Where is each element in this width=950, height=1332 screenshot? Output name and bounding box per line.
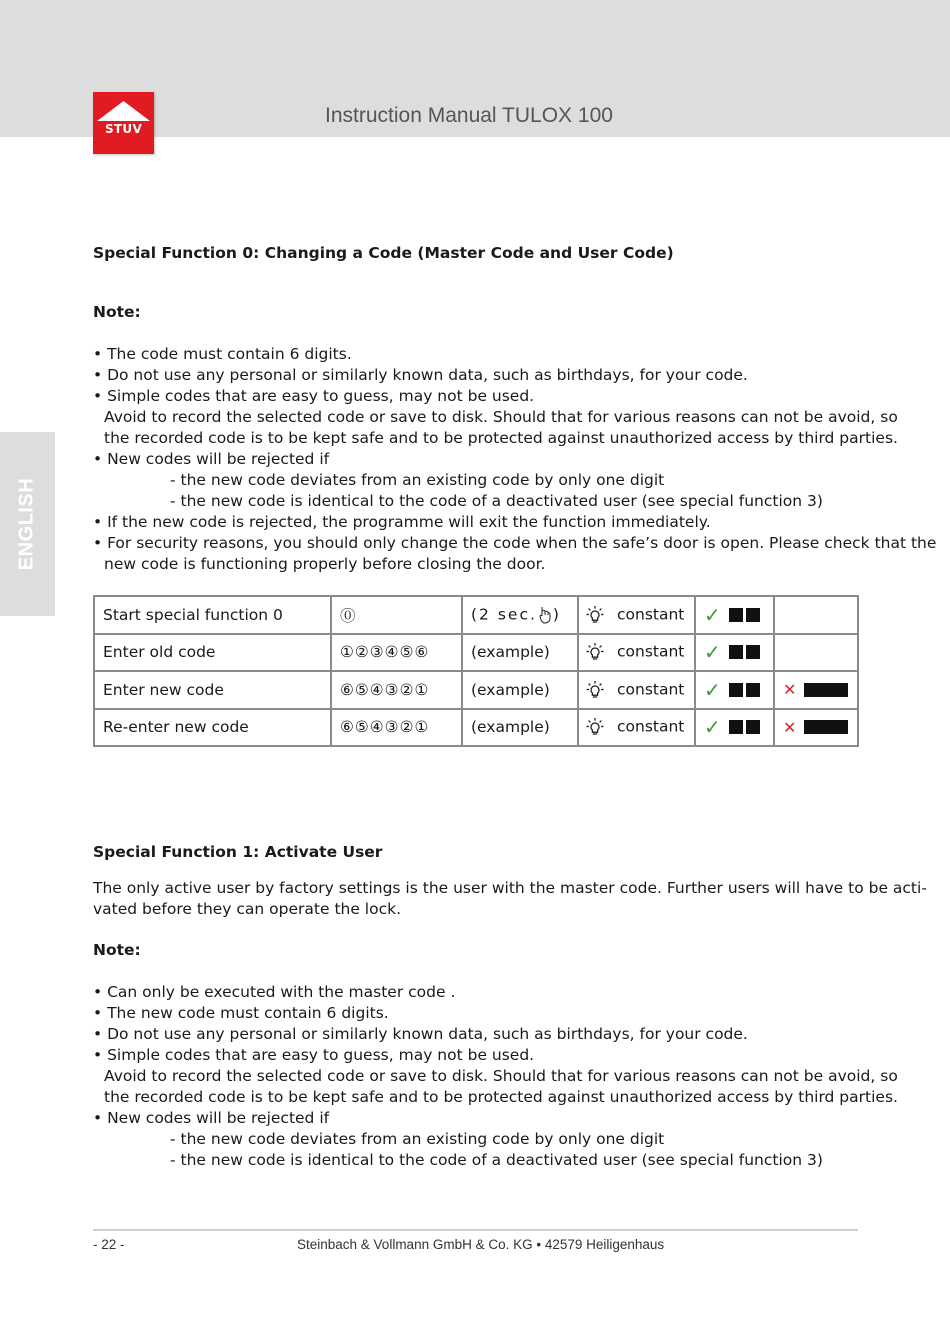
intro-line: vated before they can operate the lock. [93, 900, 402, 918]
table-row [94, 634, 858, 672]
section-1-heading: Special Function 1: Activate User [93, 843, 383, 861]
step-ok-signal [695, 634, 774, 672]
table-row [94, 709, 858, 747]
list-item: - the new code deviates from an existing code by only one digit [170, 471, 665, 489]
step-action [94, 596, 331, 634]
list-item: • If the new code is rejected, the programme will exit the function immediately. [93, 513, 711, 531]
step-error-signal [774, 596, 858, 634]
section-0-list [93, 344, 937, 575]
section-0-note [93, 302, 863, 323]
short-beep-square [729, 645, 743, 659]
table-row [94, 596, 858, 634]
step-error-signal [774, 709, 858, 747]
list-item: Avoid to record the selected code or save to disk. Should that for various reasons can not be avoid, so [104, 408, 898, 426]
step-keys-label: ⓪ [340, 606, 357, 625]
step-action [94, 671, 331, 709]
cross-icon: ✕ [783, 680, 797, 700]
short-beep-square [729, 720, 743, 734]
intro-line: The only active user by factory settings is the user with the master code. Further users will have to be acti- [93, 879, 927, 897]
list-item: - the new code is identical to the code of a deactivated user (see special function 3) [170, 1151, 823, 1169]
list-item: • New codes will be rejected if [93, 1109, 330, 1127]
step-action-label: Enter old code [103, 643, 216, 662]
step-keys [331, 596, 462, 634]
step-keys-label: ①②③④⑤⑥ [340, 643, 430, 662]
manual-title: Instruction Manual TULOX 100 [325, 104, 613, 127]
short-beep-square [746, 645, 760, 659]
step-keys-label: ⑥⑤④③②① [340, 680, 430, 699]
list-item: • Do not use any personal or similarly known data, such as birthdays, for your code. [93, 366, 748, 384]
list-item: • Can only be executed with the master code . [93, 983, 456, 1001]
light-status: constant [617, 717, 685, 736]
check-icon: ✓ [704, 677, 721, 702]
duration-text: (2 sec. [471, 605, 537, 624]
step-note [462, 634, 578, 672]
step-light [578, 709, 695, 747]
light-status: constant [617, 680, 685, 699]
step-note [462, 709, 578, 747]
list-item: new code is functioning properly before closing the door. [104, 555, 546, 573]
check-icon: ✓ [704, 640, 721, 665]
list-item: • The code must contain 6 digits. [93, 345, 352, 363]
check-icon: ✓ [704, 602, 721, 627]
step-action [94, 709, 331, 747]
step-action-label: Start special function 0 [103, 605, 283, 624]
list-item: • New codes will be rejected if [93, 450, 330, 468]
duration-end: ) [552, 605, 559, 624]
page-number: - 22 - [93, 1237, 125, 1252]
step-error-signal [774, 634, 858, 672]
example-text: (example) [471, 718, 550, 737]
list-item: the recorded code is to be kept safe and to be protected against unauthorized access by third parties. [104, 1088, 898, 1106]
step-ok-signal [695, 671, 774, 709]
step-note [462, 596, 578, 634]
short-beep-square [746, 720, 760, 734]
step-action-label: Re-enter new code [103, 718, 249, 737]
lightbulb-icon [585, 680, 605, 700]
section-0-heading: Special Function 0: Changing a Code (Master Code and User Code) [93, 244, 674, 262]
section-1-intro [93, 878, 927, 920]
list-item: - the new code is identical to the code of a deactivated user (see special function 3) [170, 492, 823, 510]
section-1-note [93, 940, 863, 961]
step-light [578, 634, 695, 672]
lightbulb-icon [585, 717, 605, 737]
example-text: (example) [471, 680, 550, 699]
steps-table [93, 595, 859, 747]
cross-icon: ✕ [783, 717, 797, 737]
note-label: Note: [93, 303, 141, 321]
step-action [94, 634, 331, 672]
step-ok-signal [695, 596, 774, 634]
step-note [462, 671, 578, 709]
footer-divider [93, 1229, 858, 1231]
check-icon: ✓ [704, 715, 721, 740]
list-item: • Simple codes that are easy to guess, may not be used. [93, 387, 535, 405]
short-beep-square [746, 683, 760, 697]
light-status: constant [617, 605, 685, 624]
note-label: Note: [93, 941, 141, 959]
language-tab-label: ENGLISH [15, 477, 38, 571]
long-beep-bar [804, 720, 848, 734]
list-item: • For security reasons, you should only change the code when the safe’s door is open. Please check that the [93, 534, 937, 552]
step-light [578, 596, 695, 634]
list-item: the recorded code is to be kept safe and to be protected against unauthorized access by third parties. [104, 429, 898, 447]
step-action-label: Enter new code [103, 680, 224, 699]
short-beep-square [729, 608, 743, 622]
short-beep-square [729, 683, 743, 697]
example-text: (example) [471, 643, 550, 662]
step-keys-label: ⑥⑤④③②① [340, 718, 430, 737]
list-item: - the new code deviates from an existing code by only one digit [170, 1130, 665, 1148]
section-0 [93, 243, 863, 264]
step-error-signal [774, 671, 858, 709]
step-keys [331, 634, 462, 672]
list-item: • Do not use any personal or similarly known data, such as birthdays, for your code. [93, 1025, 748, 1043]
company-line: Steinbach & Vollmann GmbH & Co. KG • 42579 Heiligenhaus [297, 1237, 665, 1252]
list-item: • The new code must contain 6 digits. [93, 1004, 389, 1022]
step-keys [331, 671, 462, 709]
list-item: Avoid to record the selected code or save to disk. Should that for various reasons can not be avoid, so [104, 1067, 898, 1085]
logo-text: STUV [104, 122, 143, 136]
light-status: constant [617, 642, 685, 661]
step-ok-signal [695, 709, 774, 747]
list-item: • Simple codes that are easy to guess, may not be used. [93, 1046, 535, 1064]
lightbulb-icon [585, 642, 605, 662]
lightbulb-icon [585, 605, 605, 625]
section-1-list [93, 982, 898, 1171]
table-row [94, 671, 858, 709]
step-keys [331, 709, 462, 747]
section-1 [93, 842, 863, 863]
short-beep-square [746, 608, 760, 622]
long-beep-bar [804, 683, 848, 697]
press-hand-icon [539, 605, 551, 625]
step-light [578, 671, 695, 709]
stuv-logo [93, 92, 154, 154]
